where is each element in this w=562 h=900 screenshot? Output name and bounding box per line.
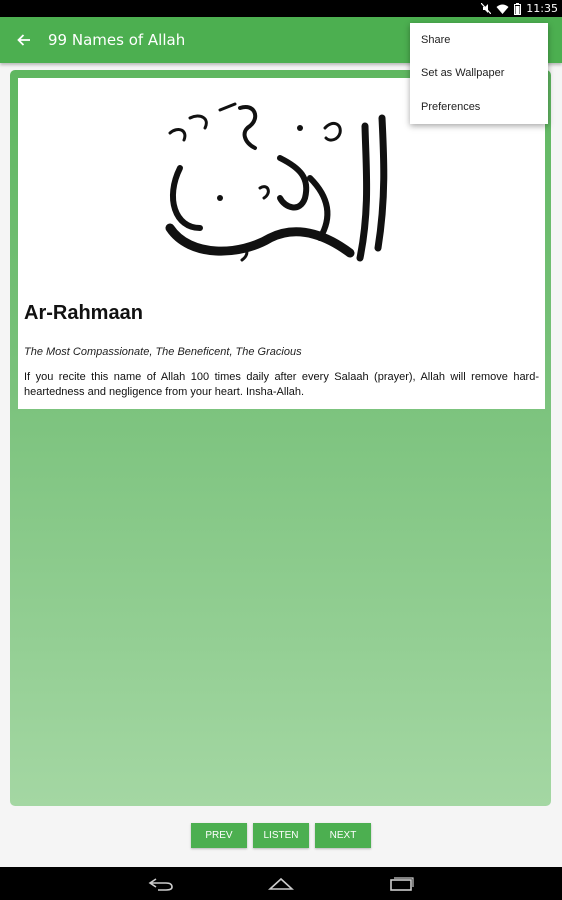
home-nav-icon[interactable] — [266, 874, 296, 894]
arabic-calligraphy-image — [160, 98, 410, 278]
name-title: Ar-Rahmaan — [24, 302, 143, 324]
status-bar — [0, 0, 562, 17]
back-button[interactable] — [0, 17, 48, 63]
prev-button[interactable]: PREV — [191, 823, 247, 848]
status-time: 11:35 — [526, 2, 558, 15]
battery-icon — [514, 3, 521, 15]
listen-button[interactable]: LISTEN — [253, 823, 309, 848]
recents-nav-icon[interactable] — [386, 874, 416, 894]
navigation-buttons — [191, 823, 371, 848]
mute-icon — [481, 3, 491, 14]
menu-item-preferences[interactable]: Preferences — [421, 100, 481, 113]
overflow-menu — [410, 23, 548, 124]
next-button[interactable]: NEXT — [315, 823, 371, 848]
app-title: 99 Names of Allah — [48, 31, 186, 49]
menu-item-share[interactable]: Share — [421, 33, 451, 46]
system-nav-bar — [0, 867, 562, 900]
name-benefit-text: If you recite this name of Allah 100 times daily after every Salaah (prayer), Allah will remove hard-heartedness and negligence from your heart. Insha-Allah. — [24, 371, 539, 398]
arrow-back-icon — [17, 31, 31, 50]
wifi-icon — [496, 4, 509, 14]
name-meaning: The Most Compassionate, The Beneficent, The Gracious — [24, 346, 302, 358]
menu-item-set-as-wallpaper[interactable]: Set as Wallpaper — [421, 67, 505, 80]
back-nav-icon[interactable] — [146, 874, 176, 894]
